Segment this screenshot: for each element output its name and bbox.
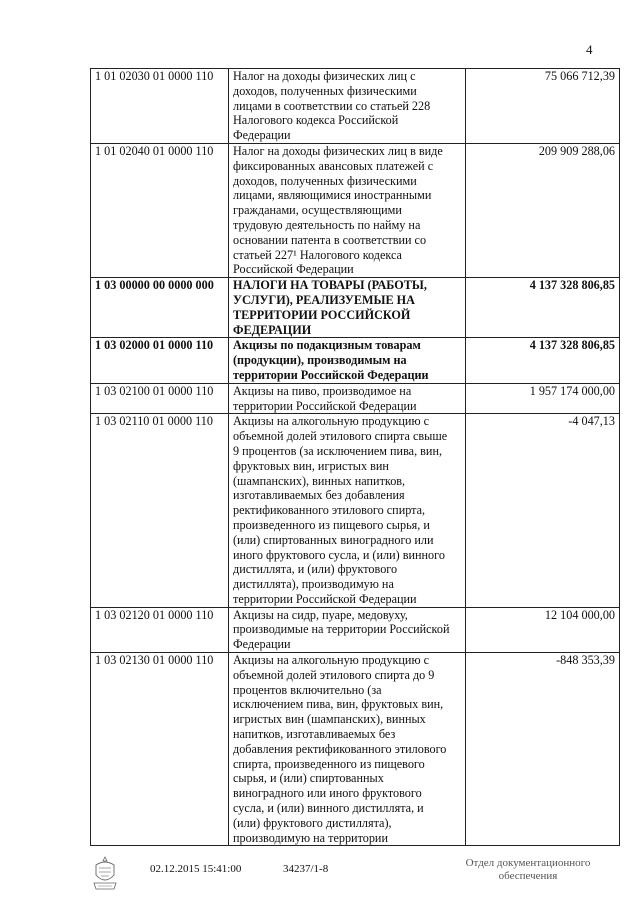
income-code-cell: 1 01 02040 01 0000 110	[91, 143, 229, 277]
amount-cell: 75 066 712,39	[466, 69, 620, 144]
income-name-line: производимые на территории Российской	[233, 622, 450, 637]
income-name-line: статьей 227¹ Налогового кодекса	[233, 247, 402, 262]
department-line-1: Отдел документационного	[465, 857, 591, 869]
income-name-cell	[229, 338, 466, 383]
income-name-cell	[229, 414, 466, 607]
income-name-line: (продукции), производимым на	[233, 353, 407, 368]
income-name-line: лицами в соответствии со статьей 228	[233, 98, 431, 113]
department-line-2: обеспечения	[498, 870, 558, 882]
income-name-line: Федерации	[233, 637, 291, 652]
income-name-line: территории Российской Федерации	[233, 591, 417, 606]
income-name-line: производимую на территории	[233, 830, 388, 845]
income-code-cell: 1 03 02100 01 0000 110	[91, 383, 229, 414]
income-name-line: процентов включительно (за	[233, 682, 382, 697]
income-name-cell	[229, 383, 466, 414]
income-name-line: объемной долей этилового спирта до 9	[233, 667, 435, 682]
income-name-cell	[229, 143, 466, 277]
table-row	[91, 69, 620, 144]
income-name-line: Акцизы на сидр, пуаре, медовуху,	[233, 607, 408, 622]
table-row	[91, 653, 620, 846]
income-name-line: дистиллята), производимую на	[233, 577, 394, 592]
amount-cell: 4 137 328 806,85	[466, 278, 620, 338]
income-name-line: добавления ректификованного этилового	[233, 741, 447, 756]
income-name-line: объемной долей этилового спирта свыше	[233, 429, 448, 444]
income-name-line: сырья, и (или) спиртованных	[233, 771, 384, 786]
table-row	[91, 607, 620, 652]
income-code-cell: 1 03 02000 01 0000 110	[91, 338, 229, 383]
income-name-line: фруктовых вин, игристых вин	[233, 458, 389, 473]
amount-cell: -848 353,39	[466, 653, 620, 846]
amount-cell: -4 047,13	[466, 414, 620, 607]
page-number: 4	[586, 42, 593, 57]
income-name-line: спирта, произведенного из пищевого	[233, 756, 425, 771]
income-name-cell	[229, 278, 466, 338]
coat-of-arms-icon	[90, 855, 120, 893]
income-name-line: лицами, являющимися иностранными	[233, 188, 432, 203]
income-name-line: НАЛОГИ НА ТОВАРЫ (РАБОТЫ,	[233, 278, 427, 293]
income-name-line: игристых вин (шампанских), винных	[233, 712, 426, 727]
income-name-line: ТЕРРИТОРИИ РОССИЙСКОЙ	[233, 307, 411, 322]
footer-doc-number: 34237/1-8	[283, 863, 329, 875]
income-name-line: Налог на доходы физических лиц в виде	[233, 143, 443, 158]
income-name-line: дистиллята, и (или) фруктового	[233, 562, 398, 577]
table-row	[91, 414, 620, 607]
income-name-line: трудовую деятельность по найму на	[233, 217, 421, 232]
income-name-line: 9 процентов (за исключением пива, вин,	[233, 443, 443, 458]
income-code-cell: 1 01 02030 01 0000 110	[91, 69, 229, 144]
amount-cell: 209 909 288,06	[466, 143, 620, 277]
income-name-line: Российской Федерации	[233, 262, 354, 277]
income-name-line: гражданами, осуществляющими	[233, 203, 402, 218]
income-name-line: Акцизы по подакцизным товарам	[233, 338, 421, 353]
income-code-cell: 1 03 02130 01 0000 110	[91, 653, 229, 846]
income-name-line: исключением пива, вин, фруктовых вин,	[233, 697, 444, 712]
income-name-line: основании патента в соответствии со	[233, 232, 427, 247]
footer-datetime: 02.12.2015 15:41:00	[150, 863, 242, 875]
income-name-line: (шампанских), винных напитков,	[233, 473, 406, 488]
income-name-line: Налог на доходы физических лиц с	[233, 69, 416, 83]
budget-table	[90, 68, 620, 846]
income-name-line: виноградного или иного фруктового	[233, 786, 422, 801]
income-name-line: сусла, и (или) винного дистиллята, и	[233, 801, 424, 816]
footer-department-stamp	[448, 857, 608, 883]
table-row	[91, 383, 620, 414]
income-name-cell	[229, 653, 466, 846]
income-name-line: доходов, полученных физическими	[233, 173, 417, 188]
table-row	[91, 278, 620, 338]
income-name-line: Акцизы на алкогольную продукцию с	[233, 414, 430, 429]
income-name-line: Акцизы на алкогольную продукцию с	[233, 653, 430, 668]
table-row	[91, 143, 620, 277]
income-name-line: произведенного из пищевого сырья, и	[233, 517, 430, 532]
income-name-line: территории Российской Федерации	[233, 398, 417, 413]
income-code-cell: 1 03 02120 01 0000 110	[91, 607, 229, 652]
income-name-line: территории Российской Федерации	[233, 367, 429, 382]
income-name-cell	[229, 69, 466, 144]
income-code-cell: 1 03 02110 01 0000 110	[91, 414, 229, 607]
income-name-line: ректификованного этилового спирта,	[233, 503, 426, 518]
amount-cell: 12 104 000,00	[466, 607, 620, 652]
table-row	[91, 338, 620, 383]
budget-table-body	[91, 69, 620, 846]
income-name-line: (или) спиртованных виноградного или	[233, 532, 434, 547]
income-name-line: иного фруктового сусла, и (или) винного	[233, 547, 445, 562]
income-name-line: Налогового кодекса Российской	[233, 113, 399, 128]
income-name-line: фиксированных авансовых платежей с	[233, 158, 434, 173]
income-name-line: Акцизы на пиво, производимое на	[233, 383, 412, 398]
income-name-cell	[229, 607, 466, 652]
income-name-line: изготавливаемых без добавления	[233, 488, 405, 503]
income-name-line: (или) фруктового дистиллята),	[233, 815, 392, 830]
income-name-line: напитков, изготавливаемых без	[233, 727, 396, 742]
page-footer	[0, 855, 640, 895]
income-name-line: ФЕДЕРАЦИИ	[233, 322, 312, 337]
income-name-line: доходов, полученных физическими	[233, 83, 417, 98]
income-name-line: Федерации	[233, 128, 291, 143]
amount-cell: 1 957 174 000,00	[466, 383, 620, 414]
income-name-line: УСЛУГИ), РЕАЛИЗУЕМЫЕ НА	[233, 292, 415, 307]
income-code-cell: 1 03 00000 00 0000 000	[91, 278, 229, 338]
amount-cell: 4 137 328 806,85	[466, 338, 620, 383]
